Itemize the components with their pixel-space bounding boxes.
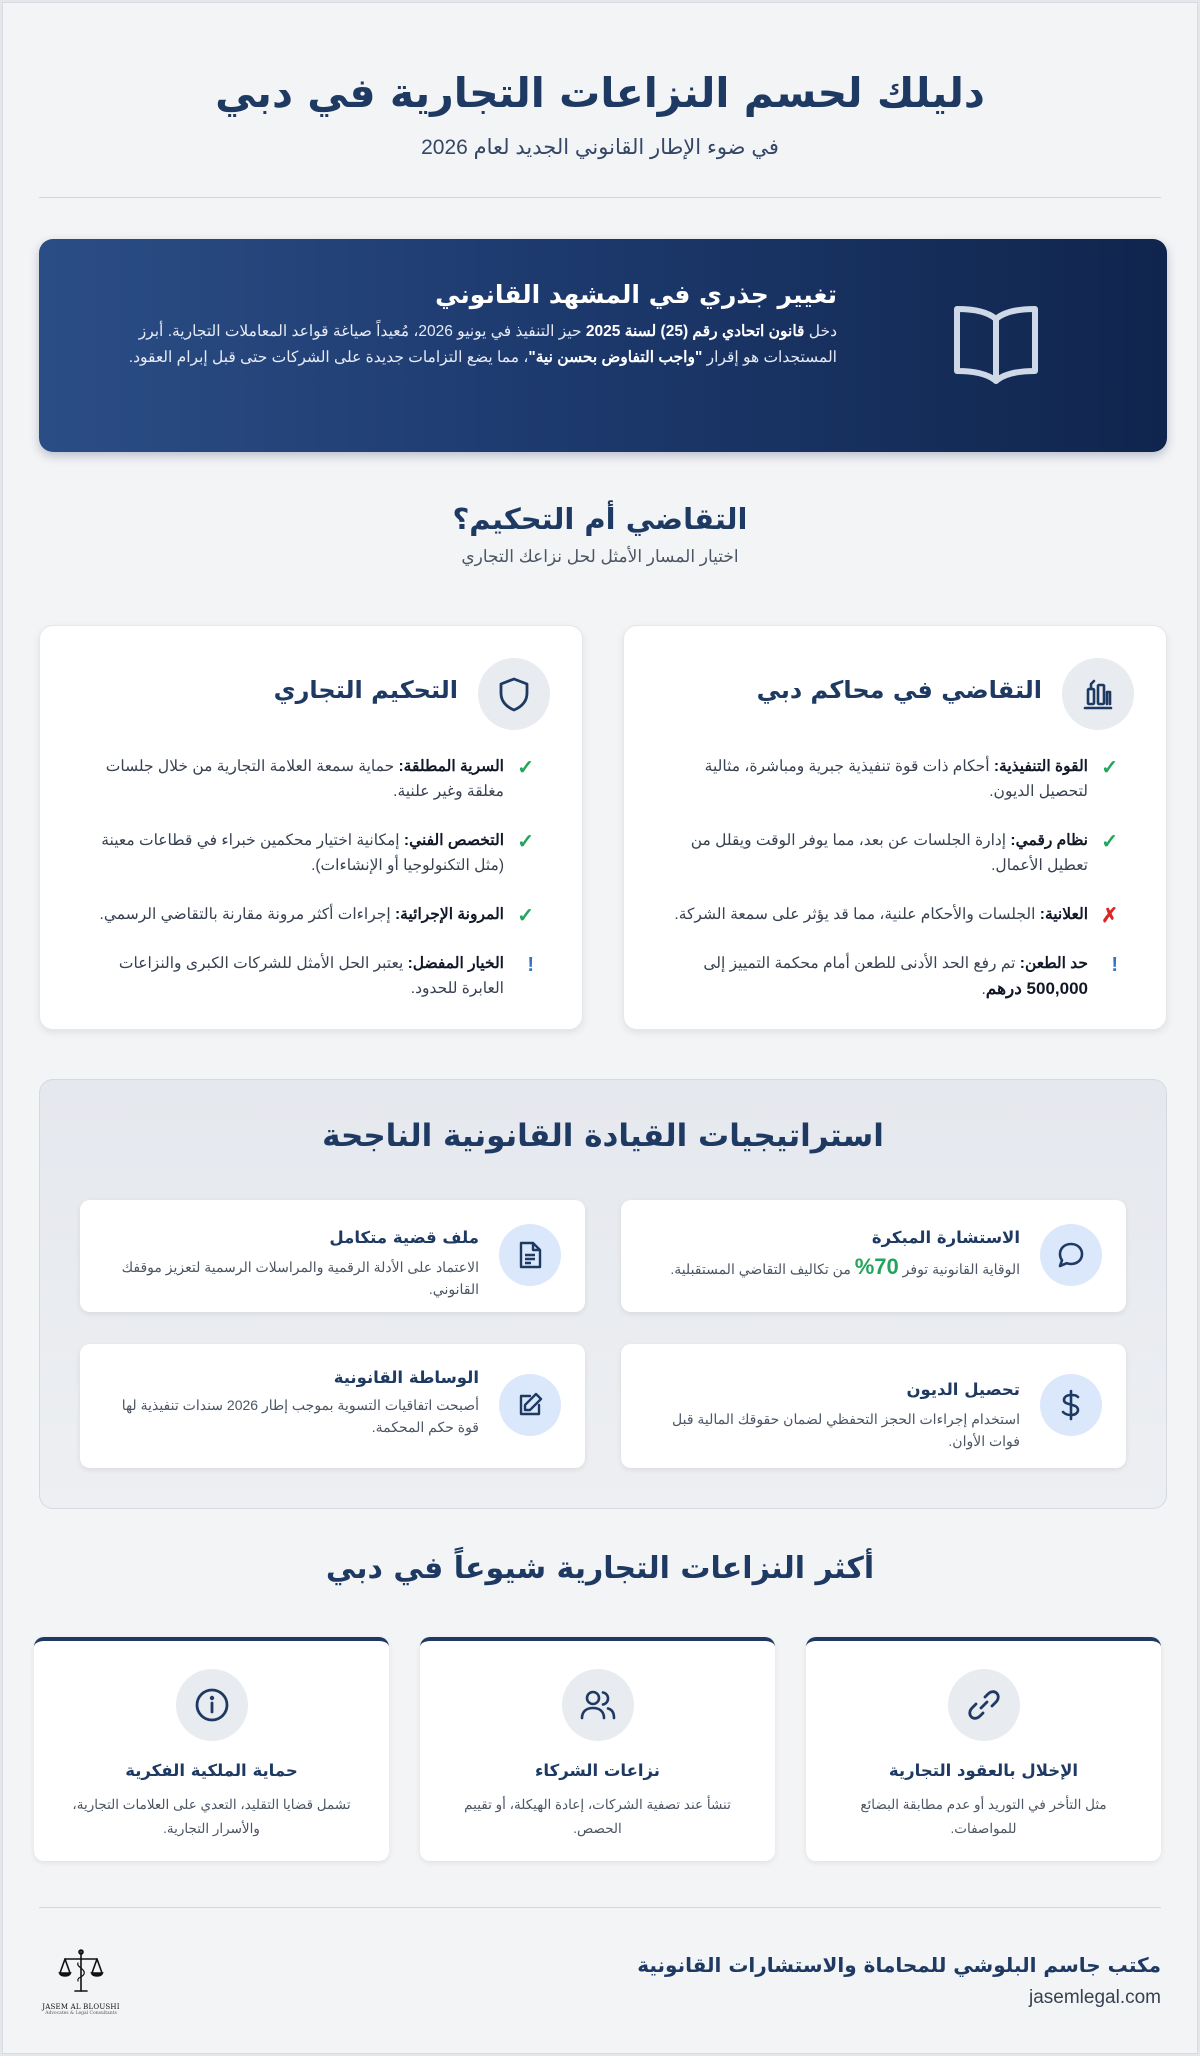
- arbitration-card: [39, 625, 583, 1030]
- divider: [39, 1907, 1161, 1908]
- logo-name: JASEM AL BLOUSHI: [42, 2003, 120, 2011]
- list-item: [674, 754, 1118, 804]
- hero-text: [117, 277, 837, 371]
- hero-text-part: ، مما يضع التزامات جديدة على الشركات حتى قبل إبرام العقود.: [128, 349, 529, 366]
- compare-title: التقاضي أم التحكيم؟: [452, 502, 748, 536]
- item-text: .: [981, 981, 986, 998]
- chat-bubble-icon: [1040, 1224, 1102, 1286]
- hero-banner: [39, 239, 1167, 452]
- exclamation-icon: !: [527, 954, 534, 976]
- list-item: [674, 902, 1118, 927]
- hero-law-name: قانون اتحادي رقم (25) لسنة 2025: [585, 323, 805, 340]
- litigation-title: التقاضي في محاكم دبي: [756, 676, 1042, 704]
- item-label: المرونة الإجرائية:: [394, 906, 504, 923]
- item-text: إدارة الجلسات عن بعد، مما يوفر الوقت ويقلل من تعطيل الأعمال.: [690, 832, 1088, 874]
- strategies-section: [39, 1079, 1167, 1509]
- hero-text-part: دخل: [804, 323, 837, 340]
- office-website[interactable]: jasemlegal.com: [1029, 1987, 1161, 2008]
- dispute-title: الإخلال بالعقود التجارية: [888, 1761, 1079, 1780]
- strategy-desc: استخدام إجراءات الحجز التحفظي لضمان حقوقك المالية قبل فوات الأوان.: [672, 1411, 1020, 1449]
- strategy-card: [621, 1344, 1126, 1468]
- dispute-desc: مثل التأخر في التوريد أو عدم مطابقة البضائع للمواصفات.: [860, 1797, 1107, 1836]
- scales-of-justice-icon: [58, 1947, 104, 1997]
- users-icon: [562, 1669, 634, 1741]
- page-subtitle: في ضوء الإطار القانوني الجديد لعام 2026: [421, 136, 779, 159]
- dispute-card: [420, 1637, 775, 1861]
- strategy-desc: أصبحت اتفاقيات التسوية بموجب إطار 2026 سندات تنفيذية لها قوة حكم المحكمة.: [121, 1397, 479, 1435]
- check-icon: ✓: [1101, 831, 1118, 853]
- strategy-card: [80, 1344, 585, 1468]
- compare-section-header: [39, 499, 1161, 567]
- arbitration-list: [90, 754, 534, 1025]
- savings-percent: 70%: [854, 1254, 899, 1279]
- open-book-icon: [951, 303, 1041, 387]
- disputes-section-header: [39, 1549, 1161, 1589]
- disputes-title: أكثر النزاعات التجارية شيوعاً في دبي: [325, 1551, 875, 1586]
- check-icon: ✓: [517, 905, 534, 927]
- office-name: مكتب جاسم البلوشي للمحاماة والاستشارات القانونية: [637, 1953, 1161, 1977]
- hero-paragraph: [117, 319, 837, 371]
- item-label: السرية المطلقة:: [398, 758, 504, 775]
- dispute-card: [34, 1637, 389, 1861]
- compare-subtitle: اختيار المسار الأمثل لحل نزاعك التجاري: [461, 547, 739, 566]
- strategy-desc: [645, 1256, 1020, 1280]
- item-label: الخيار المفضل:: [407, 955, 504, 972]
- item-label: العلانية:: [1039, 906, 1088, 923]
- hero-title: تغيير جذري في المشهد القانوني: [435, 280, 837, 309]
- list-item: [90, 828, 534, 878]
- strategy-title: تحصيل الديون: [906, 1380, 1020, 1399]
- strategy-card: [80, 1200, 585, 1312]
- hero-text-part: حيز التنفيذ في يونيو 2026، مُعيداً صياغة قواعد المعاملات التجارية.: [167, 323, 586, 340]
- office-logo: [41, 1947, 121, 2021]
- page: [2, 2, 1198, 2054]
- list-item: [674, 951, 1118, 1002]
- link-icon: [948, 1669, 1020, 1741]
- item-label: حد الطعن:: [1019, 955, 1088, 972]
- strategy-text: الوقاية القانونية توفر: [898, 1261, 1020, 1277]
- strategy-card: [621, 1200, 1126, 1312]
- item-label: القوة التنفيذية:: [993, 758, 1088, 775]
- strategy-title: الوساطة القانونية: [333, 1368, 479, 1387]
- item-text: الجلسات والأحكام علنية، مما قد يؤثر على سمعة الشركة.: [674, 906, 1040, 923]
- page-header: [39, 65, 1161, 160]
- dispute-title: نزاعات الشركاء: [534, 1761, 661, 1780]
- hero-duty-name: "واجب التفاوض بحسن نية": [528, 349, 703, 366]
- cross-icon: ✗: [1101, 905, 1118, 927]
- item-text: حماية سمعة العلامة التجارية من خلال جلسات مغلقة وغير علنية.: [105, 758, 504, 800]
- check-icon: ✓: [517, 757, 534, 779]
- item-label: نظام رقمي:: [1010, 832, 1088, 849]
- page-title: دليلك لحسم النزاعات التجارية في دبي: [215, 69, 985, 117]
- litigation-list: [674, 754, 1118, 1026]
- dispute-desc: تشمل قضايا التقليد، التعدي على العلامات التجارية، والأسرار التجارية.: [72, 1797, 351, 1836]
- arbitration-title: التحكيم التجاري: [273, 676, 458, 704]
- list-item: [90, 902, 534, 927]
- courthouse-icon: [1062, 658, 1134, 730]
- info-icon: [176, 1669, 248, 1741]
- check-icon: ✓: [517, 831, 534, 853]
- dispute-card: [806, 1637, 1161, 1861]
- divider: [39, 197, 1161, 198]
- strategies-title: استراتيجيات القيادة القانونية الناجحة: [322, 1118, 884, 1154]
- exclamation-icon: !: [1111, 954, 1118, 976]
- dispute-desc: تنشأ عند تصفية الشركات، إعادة الهيكلة، أو تقييم الحصص.: [464, 1797, 731, 1836]
- list-item: [674, 828, 1118, 878]
- item-text: أحكام ذات قوة تنفيذية جبرية ومباشرة، مثالية لتحصيل الديون.: [704, 758, 1088, 800]
- item-label: التخصص الفني:: [403, 832, 504, 849]
- strategy-desc: الاعتماد على الأدلة الرقمية والمراسلات الرسمية لتعزيز موقفك القانوني.: [121, 1259, 479, 1297]
- item-text: إجراءات أكثر مرونة مقارنة بالتقاضي الرسمي.: [99, 906, 395, 923]
- logo-tagline: Advocates & Legal Consultants: [45, 2011, 117, 2016]
- shield-icon: [478, 658, 550, 730]
- item-text: يعتبر الحل الأمثل للشركات الكبرى والنزاعات العابرة للحدود.: [118, 955, 504, 997]
- dollar-icon: [1040, 1374, 1102, 1436]
- dispute-title: حماية الملكية الفكرية: [125, 1761, 298, 1780]
- check-icon: ✓: [1101, 757, 1118, 779]
- edit-icon: [499, 1374, 561, 1436]
- strategy-title: ملف قضية متكامل: [329, 1228, 479, 1247]
- appeal-amount: 500,000 درهم: [985, 979, 1088, 998]
- list-item: [90, 951, 534, 1001]
- strategy-title: الاستشارة المبكرة: [871, 1228, 1020, 1247]
- item-text: إمكانية اختيار محكمين خبراء في قطاعات معينة (مثل التكنولوجيا أو الإنشاءات).: [101, 832, 504, 874]
- litigation-card: [623, 625, 1167, 1030]
- document-icon: [499, 1224, 561, 1286]
- strategy-text: من تكاليف التقاضي المستقبلية.: [670, 1261, 855, 1277]
- list-item: [90, 754, 534, 804]
- hero-text-part: أبرز المستجدات هو إقرار: [138, 323, 837, 366]
- item-text: تم رفع الحد الأدنى للطعن أمام محكمة التمييز إلى: [703, 955, 1020, 972]
